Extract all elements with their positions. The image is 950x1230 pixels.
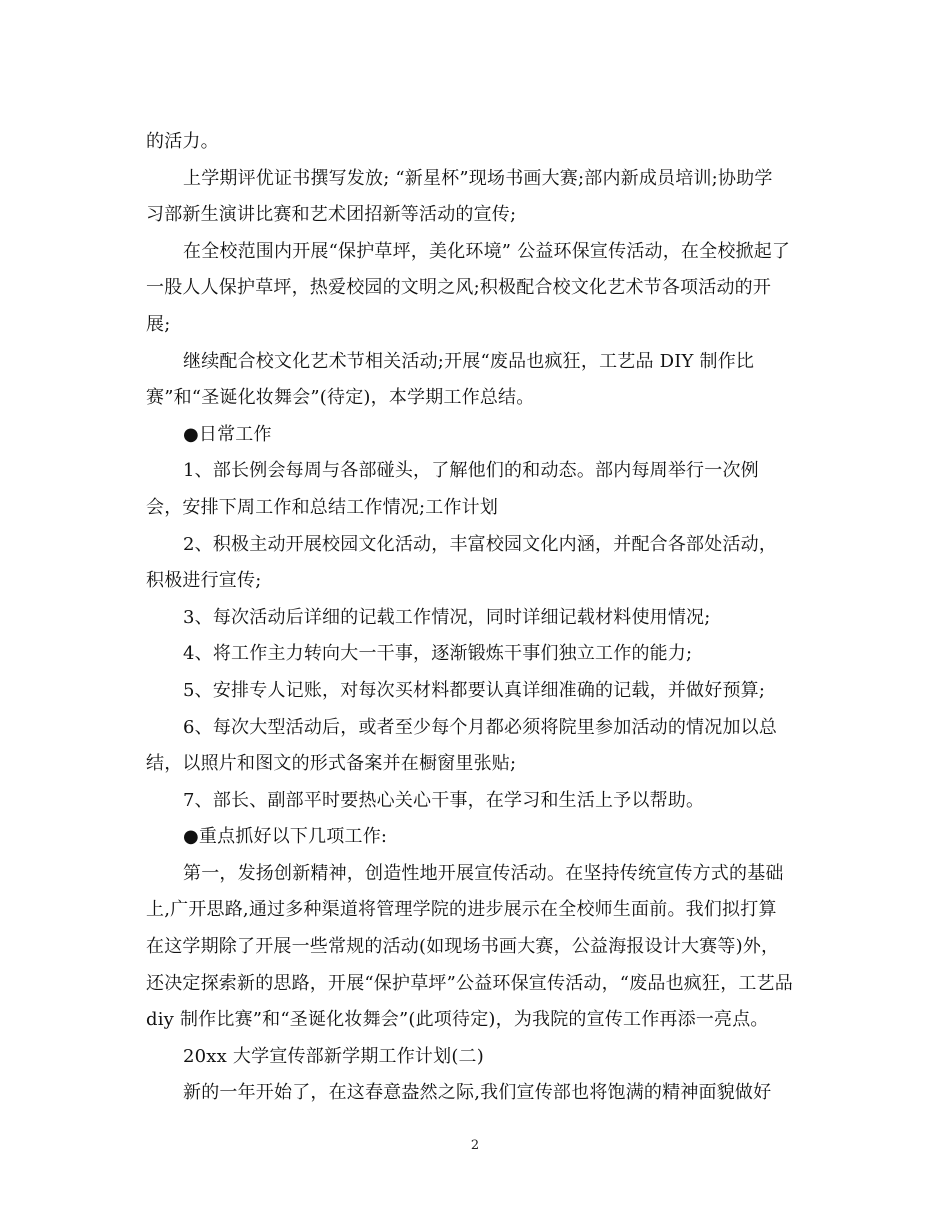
- text-line: 上学期评优证书撰写发放; “新星杯”现场书画大赛;部内新成员培训;协助学: [183, 167, 773, 189]
- text-line: 赛”和“圣诞化妆舞会”(待定)，本学期工作总结。: [146, 387, 535, 409]
- text-line: 上,广开思路,通过多种渠道将管理学院的进步展示在全校师生面前。我们拟打算: [146, 899, 777, 921]
- section-heading-daily-work: ●日常工作: [183, 423, 272, 445]
- text-line: 6、每次大型活动后，或者至少每个月都必须将院里参加活动的情况加以总: [183, 716, 778, 738]
- text-line: 3、每次活动后详细的记载工作情况，同时详细记载材料使用情况;: [183, 606, 711, 628]
- text-line: 第一，发扬创新精神，创造性地开展宣传活动。在坚持传统宣传方式的基础: [183, 862, 784, 884]
- text-line: 2、积极主动开展校园文化活动，丰富校园文化内涵，并配合各部处活动，: [183, 533, 778, 555]
- text-line: 还决定探索新的思路，开展“保护草坪”公益环保宣传活动，“废品也疯狂，工艺品: [146, 972, 794, 994]
- text-line: 5、安排专人记账，对每次买材料都要认真详细准确的记载，并做好预算;: [183, 679, 766, 701]
- text-line: 在全校范围内开展“保护草坪，美化环境” 公益环保宣传活动，在全校掀起了: [183, 240, 791, 262]
- text-line: 的活力。: [146, 131, 219, 152]
- text-line: 1、部长例会每周与各部碰头，了解他们的和动态。部内每周举行一次例: [183, 460, 759, 482]
- text-line: 积极进行宣传;: [146, 570, 262, 592]
- text-line: 习部新生演讲比赛和艺术团招新等活动的宣传;: [146, 204, 517, 226]
- text-line: 一股人人保护草坪，热爱校园的文明之风;积极配合校文化艺术节各项活动的开: [146, 277, 772, 299]
- text-line: 7、部长、副部平时要热心关心干事，在学习和生活上予以帮助。: [183, 789, 705, 811]
- page-number: 2: [470, 1138, 480, 1153]
- text-line: 会，安排下周工作和总结工作情况;工作计划: [146, 496, 499, 518]
- text-line: 在这学期除了开展一些常规的活动(如现场书画大赛，公益海报设计大赛等)外，: [146, 936, 780, 958]
- document-subtitle: 20xx 大学宣传部新学期工作计划(二): [183, 1045, 484, 1067]
- document-body: [146, 124, 810, 1112]
- text-line: 结，以照片和图文的形式备案并在橱窗里张贴;: [146, 753, 517, 775]
- text-line: 继续配合校文化艺术节相关活动;开展“废品也疯狂，工艺品 DIY 制作比: [183, 350, 755, 372]
- text-line: diy 制作比赛”和“圣诞化妆舞会”(此项待定)，为我院的宣传工作再添一亮点。: [146, 1009, 769, 1031]
- text-line: 4、将工作主力转向大一干事，逐渐锻炼干事们独立工作的能力;: [183, 643, 693, 665]
- text-line: 展;: [146, 313, 171, 335]
- section-heading-key-tasks: ●重点抓好以下几项工作:: [183, 826, 388, 848]
- text-line: 新的一年开始了，在这春意盎然之际,我们宣传部也将饱满的精神面貌做好: [183, 1082, 772, 1104]
